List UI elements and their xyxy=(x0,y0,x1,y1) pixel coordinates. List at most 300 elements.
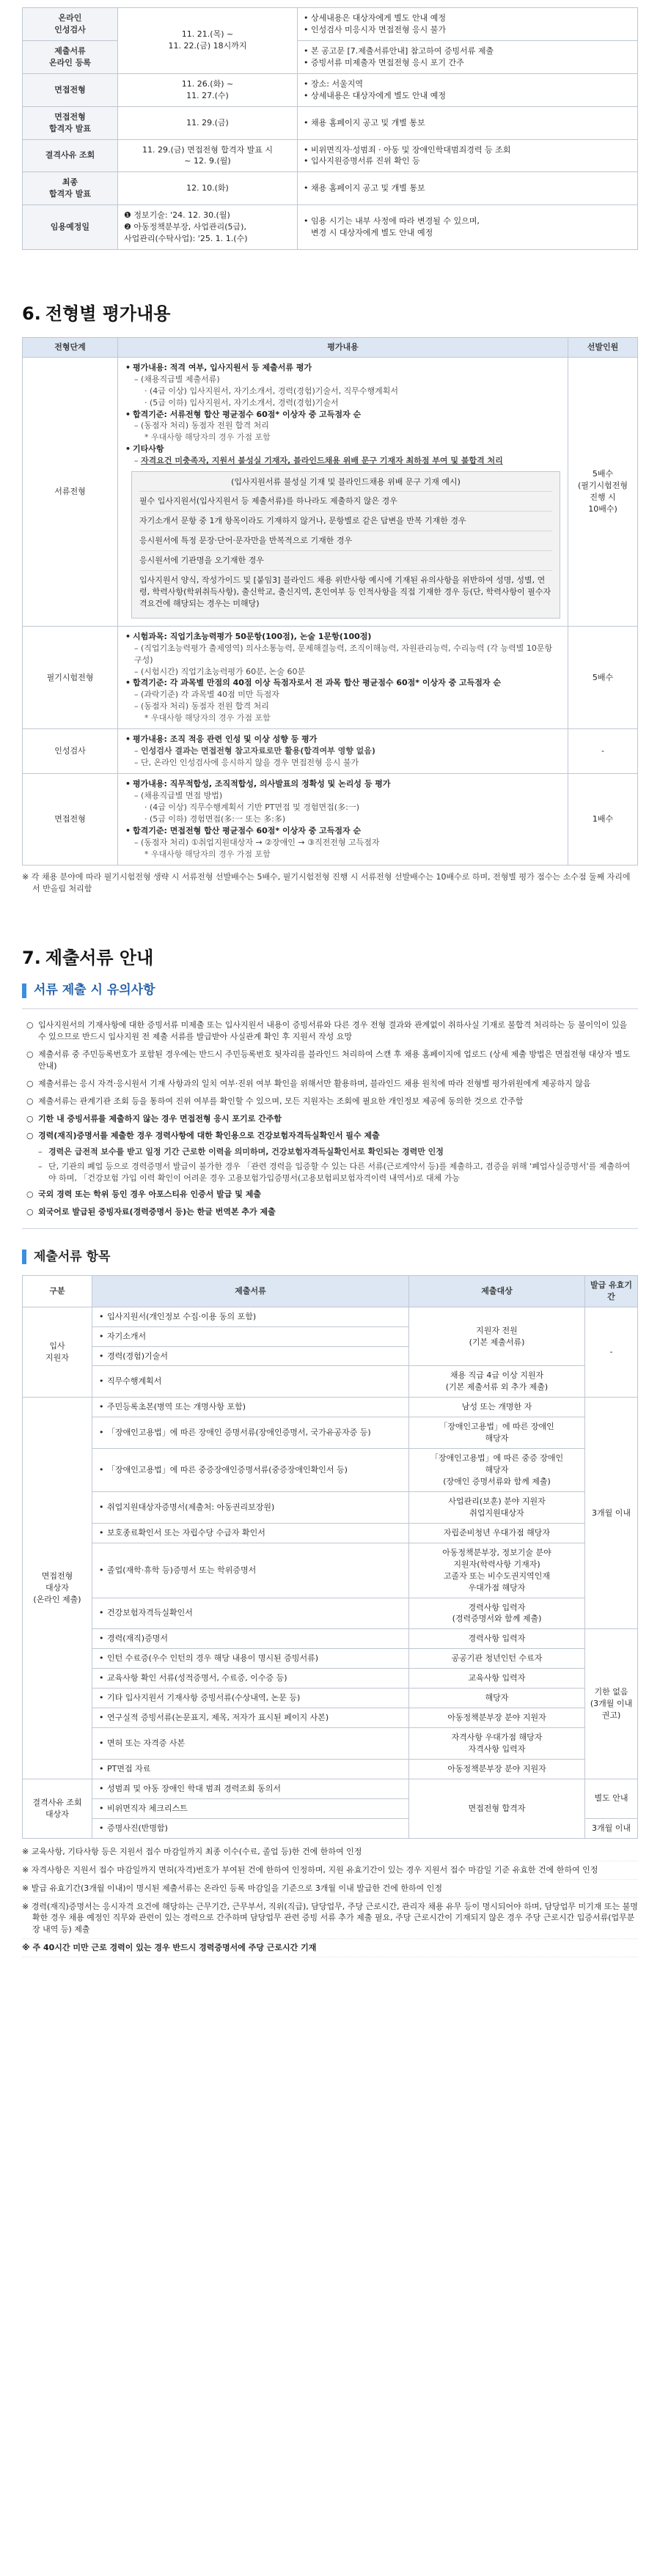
submission-note xyxy=(26,1159,634,1186)
docs-doc xyxy=(92,1708,409,1728)
accent-bar xyxy=(22,983,26,998)
schedule-note: • 비위면직자·성범죄 · 아동 및 장애인학대범죄경력 등 조회 xyxy=(304,144,631,156)
note-marker-icon: – xyxy=(38,1162,43,1172)
docs-target xyxy=(409,1708,585,1728)
example-box-line: 응시원서에 기관명을 오기재한 경우 xyxy=(139,550,552,570)
eval-line-text: (채용직급별 제출서류) xyxy=(141,374,220,384)
eval-line-text: (시험시간) 직업기초능력평가 60분, 논술 60분 xyxy=(141,666,306,676)
docs-target-line: 공공기관 청년인턴 수료자 xyxy=(451,1653,543,1664)
docs-doc xyxy=(92,1629,409,1649)
schedule-note: • 본 공고문 [7.제출서류안내] 참고하여 증빙서류 제출 xyxy=(304,45,631,57)
docs-doc-text: • 경력(경험)기술서 xyxy=(97,1351,404,1362)
eval-line-text: * 우대사항 해당자의 경우 가점 포함 xyxy=(144,432,271,443)
schedule-date xyxy=(118,205,298,250)
section-7-title xyxy=(22,945,638,971)
subsection-docs-title xyxy=(22,1248,638,1266)
eval-line xyxy=(125,409,560,421)
schedule-label xyxy=(23,8,118,41)
docs-group-name-line: 대상자 xyxy=(45,1583,69,1593)
docs-target xyxy=(409,1398,585,1417)
docs-row xyxy=(23,1543,638,1598)
submission-note xyxy=(26,1046,634,1075)
docs-target-line: 고졸자 또는 비수도권지역인재 xyxy=(443,1571,551,1581)
docs-group-name-line: 결격사유 조회 xyxy=(32,1797,82,1807)
eval-line xyxy=(125,677,560,689)
eval-line-text: 기타사항 xyxy=(133,444,164,454)
docs-valid: - xyxy=(585,1307,638,1398)
eval-line xyxy=(125,631,560,643)
docs-target xyxy=(409,1523,585,1543)
docs-target-line: (경력증명서와 함께 제출) xyxy=(452,1614,542,1624)
docs-target xyxy=(409,1543,585,1598)
evaluation-table xyxy=(22,337,638,866)
stage-resume: 서류전형 xyxy=(23,357,118,626)
eval-line-text: 합격기준: 면접전형 합산 평균점수 60점* 이상자 중 고득점자 순 xyxy=(133,825,362,835)
eval-line xyxy=(125,712,560,724)
docs-target-line: 자격사항 입력자 xyxy=(468,1744,526,1754)
schedule-note: • 증빙서류 미제출자 면접전형 응시 포기 간주 xyxy=(304,57,631,69)
eval-line xyxy=(125,734,560,745)
docs-row xyxy=(23,1649,638,1669)
docs-doc-text: • 경력(재직)증명서 xyxy=(97,1633,404,1645)
schedule-date xyxy=(118,106,298,139)
schedule-notes xyxy=(298,106,638,139)
schedule-label-line: 합격자 발표 xyxy=(49,123,91,133)
schedule-date-line: ❶ 정보기술: '24. 12. 30.(월) xyxy=(124,210,230,221)
selection-interview xyxy=(568,774,638,866)
eval-line xyxy=(125,455,560,467)
submission-note xyxy=(26,1110,634,1128)
docs-doc xyxy=(92,1491,409,1523)
schedule-date-line: ~ 12. 9.(월) xyxy=(184,156,231,166)
eval-line-marker: – xyxy=(134,666,141,676)
docs-valid xyxy=(585,1629,638,1779)
eval-line-text: (5급 이하) 경험면접(多:一 또는 多:多) xyxy=(150,813,286,824)
docs-target-line: 지원자 전원 xyxy=(476,1325,518,1335)
schedule-label xyxy=(23,172,118,205)
schedule-label-line: 최종 xyxy=(62,177,78,188)
eval-line-marker: – xyxy=(134,421,141,431)
schedule-date-line: 11. 29.(금) xyxy=(186,117,229,128)
docs-target xyxy=(409,1366,585,1398)
submission-note-text: 국외 경력 또는 학위 등인 경우 아포스티유 인증서 발급 및 제출 xyxy=(38,1189,261,1200)
docs-doc xyxy=(92,1523,409,1543)
schedule-notes xyxy=(298,172,638,205)
stage-interview: 면접전형 xyxy=(23,774,118,866)
schedule-row xyxy=(23,106,638,139)
docs-target xyxy=(409,1417,585,1449)
docs-doc-text: • 인턴 수료증(우수 인턴의 경우 해당 내용이 명시된 증빙서류) xyxy=(97,1653,404,1664)
submission-note xyxy=(26,1203,634,1221)
section-number: 6. xyxy=(22,303,41,325)
note-marker-icon: ○ xyxy=(26,1113,34,1123)
eval-line xyxy=(125,813,560,825)
selection-line: 진행 시 xyxy=(590,492,616,502)
schedule-date-line: 사업관리(수탁사업): '25. 1. 1.(수) xyxy=(124,234,248,244)
schedule-date xyxy=(118,139,298,172)
docs-target-line: 사업관리(보훈) 분야 지원자 xyxy=(448,1496,546,1506)
schedule-notes xyxy=(298,73,638,106)
docs-group-name xyxy=(23,1398,92,1779)
submission-notes xyxy=(22,1008,638,1229)
submission-note-text: 경력은 급전적 보수를 받고 일정 기간 근로한 이력을 의미하며, 건강보험자격득실확인서로 확인되는 경력만 인정 xyxy=(48,1147,444,1157)
eval-line-text: 시험과목: 직업기초능력평가 50문항(100점), 논술 1문항(100점) xyxy=(133,631,372,641)
docs-target-line: 교육사항 입력자 xyxy=(468,1673,526,1683)
schedule-label-line: 합격자 발표 xyxy=(49,189,91,199)
schedule-notes xyxy=(298,139,638,172)
eval-line xyxy=(125,643,560,666)
submission-note xyxy=(26,1016,634,1046)
eval-line-marker: – xyxy=(134,456,141,466)
eval-line xyxy=(125,689,560,701)
docs-doc xyxy=(92,1398,409,1417)
schedule-note: • 채용 홈페이지 공고 및 개별 통보 xyxy=(304,117,631,129)
header-content: 평가내용 xyxy=(118,337,568,357)
content-resume xyxy=(118,357,568,626)
docs-target-line: 면접전형 합격자 xyxy=(468,1803,526,1813)
docs-target-line: 해당자 xyxy=(485,1693,509,1703)
eval-line-marker: · xyxy=(144,813,150,824)
schedule-note: 변경 시 대상자에게 별도 안내 예정 xyxy=(311,228,433,238)
documents-note: ※ 경력(재직)증명서는 응시자격 요건에 해당하는 근무기간, 근무부서, 직위(직급), 담당업무, 주당 근로시간, 관리자 채용 유무 등이 명시되어야 하며, 담당업무 미기재 또는 불명확한 경우 채용 예정인 직무와 관련이 있는 경력으로 간주하며 담당업무 관련 증빙 서류 추가 제출 필요, 주당 근로시간이 기재되지 않은 경우 주당 근로시간 입증서류(업무분장 내역 등) 제출 xyxy=(22,1898,638,1940)
note-marker-icon: ○ xyxy=(26,1207,34,1217)
docs-target xyxy=(409,1307,585,1366)
schedule-date-line: 11. 22.(금) 18시까지 xyxy=(168,41,247,51)
submission-note-text: 제출서류는 응시 자격·응시원서 기재 사항과의 일치 여부·진위 여부 확인을 위해서만 활용하며, 블라인드 채용 원칙에 따라 전형별 평가위원에게 제공하지 않음 xyxy=(38,1078,591,1088)
docs-header-target: 제출대상 xyxy=(409,1275,585,1307)
eval-line xyxy=(125,837,560,849)
docs-target-line: 경력사항 입력자 xyxy=(468,1602,526,1612)
eval-line-text: (5급 이하) 입사지원서, 자기소개서, 경력(경험)기술서 xyxy=(150,397,339,407)
docs-doc xyxy=(92,1818,409,1838)
docs-doc-text: • 교육사항 확인 서류(성적증명서, 수료증, 이수증 등) xyxy=(97,1672,404,1684)
docs-doc-text: • 보호종료확인서 또는 자립수당 수급자 확인서 xyxy=(97,1527,404,1539)
docs-doc xyxy=(92,1326,409,1346)
documents-note: ※ 교육사항, 기타사항 등은 지원서 접수 마감일까지 최종 이수(수료, 졸업 등)한 건에 한하여 인정 xyxy=(22,1843,638,1861)
eval-row-aptitude xyxy=(23,729,638,774)
schedule-label-line: 제출서류 xyxy=(54,45,86,56)
docs-doc-text: • 주민등록초본(병역 또는 개명사항 포함) xyxy=(97,1401,404,1413)
header-stage: 전형단계 xyxy=(23,337,118,357)
docs-doc xyxy=(92,1307,409,1326)
header-selection: 선발인원 xyxy=(568,337,638,357)
docs-valid: 별도 안내 xyxy=(585,1779,638,1818)
docs-target-line: 지원자(학력사항 기재자) xyxy=(453,1559,540,1569)
stage-aptitude: 인성검사 xyxy=(23,729,118,774)
eval-line-text: 평가내용: 조직 적응 관련 인성 및 이상 성향 등 평가 xyxy=(133,734,318,745)
docs-doc-text: • 성범죄 및 아동 장애인 학대 범죄 경력조회 동의서 xyxy=(97,1783,404,1795)
docs-group-name-line: 대상자 xyxy=(45,1809,69,1819)
docs-doc-text: • 증명사진(반명함) xyxy=(97,1823,404,1834)
schedule-row xyxy=(23,172,638,205)
schedule-label-line: 결격사유 조회 xyxy=(45,150,95,160)
eval-line-marker: – xyxy=(134,790,141,800)
submission-note-text: 제출서류는 관계기관 조회 등을 통하여 진위 여부를 확인할 수 있으며, 모든 지원자는 조회에 필요한 개인정보 제공에 동의한 것으로 간주함 xyxy=(38,1096,524,1106)
note-marker-icon: ○ xyxy=(26,1019,34,1030)
docs-target-line: 아동정책분부장, 정보기술 분야 xyxy=(442,1547,551,1557)
selection-written xyxy=(568,626,638,729)
docs-doc xyxy=(92,1649,409,1669)
docs-target xyxy=(409,1759,585,1779)
schedule-label-line: 면접전형 xyxy=(54,84,86,95)
eval-line-text: (4급 이상) 입사지원서, 자기소개서, 경력(경험)기술서, 직무수행계획서 xyxy=(150,385,399,396)
docs-doc xyxy=(92,1669,409,1689)
documents-note: ※ 주 40시간 미만 근로 경력이 있는 경우 반드시 경력증명서에 주당 근로시간 기재 xyxy=(22,1939,638,1957)
docs-target xyxy=(409,1669,585,1689)
example-box xyxy=(131,471,560,619)
eval-line-marker: – xyxy=(134,643,141,653)
submission-note-text: 단, 기관의 폐업 등으로 경력증명서 발급이 불가한 경우 「관련 경력을 입증할 수 있는 다른 서류(근로계약서 등)를 제출하고, 겸증을 위해 '폐업사실증명서'를 제출하여야 하며, 「건강보험 가입 이력 확인이 어려운 경우 고용보험가입증명서(고용보험피보험자격이력 내역서)로 대체 가능 xyxy=(48,1162,631,1184)
docs-doc-text: • 비위면직자 체크리스트 xyxy=(97,1803,404,1815)
schedule-note: • 임용 시기는 내부 사정에 따라 변경될 수 있으며, xyxy=(304,215,631,227)
docs-group-name-line: 입사 xyxy=(49,1341,65,1351)
docs-row xyxy=(23,1728,638,1760)
schedule-note: • 인성검사 미응시자 면접전형 응시 불가 xyxy=(304,24,631,36)
docs-row xyxy=(23,1366,638,1398)
docs-valid: 3개월 이내 xyxy=(585,1818,638,1838)
eval-line-marker: – xyxy=(134,374,141,384)
eval-line xyxy=(125,802,560,813)
eval-line xyxy=(125,374,560,385)
docs-group-name xyxy=(23,1307,92,1398)
submission-note xyxy=(26,1075,634,1093)
section-number: 7. xyxy=(22,948,41,969)
docs-row xyxy=(23,1629,638,1649)
schedule-label-line: 온라인 xyxy=(58,13,82,23)
note-marker-icon: ○ xyxy=(26,1131,34,1141)
docs-doc xyxy=(92,1598,409,1629)
submission-note xyxy=(26,1186,634,1203)
schedule-date-line: 11. 29.(금) 면접전형 합격자 발표 시 xyxy=(142,144,273,155)
schedule-label xyxy=(23,205,118,250)
eval-line-text: * 우대사항 해당자의 경우 가점 포함 xyxy=(144,713,271,723)
section-title-text: 제출서류 안내 xyxy=(45,948,154,969)
docs-target xyxy=(409,1779,585,1838)
section-6-footnote: ※ 각 채용 분야에 따라 필기시험전형 생략 시 서류전형 선발배수는 5배수, 필기시험전형 진행 시 서류전형 선발배수는 10배수로 하며, 전형별 평가 점수는 소수점 둘째 자리에서 반올림 처리함 xyxy=(22,871,631,893)
docs-target xyxy=(409,1491,585,1523)
submission-note-text: 경력(재직)증명서를 제출한 경우 경력사항에 대한 확인용으로 건강보험자격득실확인서 필수 제출 xyxy=(38,1131,380,1141)
docs-doc-text: • 기타 입사지원서 기재사항 증빙서류(수상내역, 논문 등) xyxy=(97,1692,404,1704)
submission-note-text: 기한 내 증빙서류를 제출하지 않는 경우 면접전형 응시 포기로 간주함 xyxy=(38,1113,282,1123)
example-box-line: 응시원서에 특정 문장·단어·문자만을 반복적으로 기재한 경우 xyxy=(139,531,552,550)
docs-target-line: (기본 제출서류 외 추가 제출) xyxy=(445,1382,549,1392)
docs-target-line: 「장애인고용법」에 따른 중증 장애인 xyxy=(430,1453,564,1464)
docs-doc-text: • 면허 또는 자격증 사본 xyxy=(97,1738,404,1749)
docs-header-valid: 발급 유효기간 xyxy=(585,1275,638,1307)
accent-bar xyxy=(22,1250,26,1264)
eval-row-resume xyxy=(23,357,638,626)
submission-note-text: 입사지원서의 기재사항에 대한 증빙서류 미제출 또는 입사지원서 내용이 증빙서류와 다른 경우 전형 결과와 관계없이 취하사실 기재로 불합격 처리하는 등 불이익이 있을 수 있으므로 반드시 입사지원 전 제출 서류를 발급받아 사실관계 확인 후 지원서 작성 요망 xyxy=(38,1019,628,1041)
docs-doc-text: • 자기소개서 xyxy=(97,1331,404,1343)
docs-row xyxy=(23,1449,638,1492)
docs-row xyxy=(23,1708,638,1728)
docs-doc xyxy=(92,1346,409,1366)
docs-target-line: 채용 직급 4급 이상 지원자 xyxy=(450,1370,544,1381)
eval-line-text: 평가내용: 적격 여부, 입사지원서 등 제출서류 평가 xyxy=(133,362,312,372)
docs-doc-text: • 취업지원대상자증명서(제출처: 아동권리보장원) xyxy=(97,1502,404,1513)
eval-line-text: 인성검사 결과는 면접전형 참고자료로만 활용(합격여부 영향 없음) xyxy=(141,746,375,756)
documents-note: ※ 자격사항은 지원서 접수 마감일까지 면허(자격)번호가 부여된 건에 한하여 인정하며, 지원 유효기간이 있는 경우 지원서 접수 마감일 기준 유효한 건에 한하여 인정 xyxy=(22,1861,638,1880)
eval-line xyxy=(125,701,560,712)
docs-row xyxy=(23,1598,638,1629)
eval-line xyxy=(125,825,560,837)
documents-table xyxy=(22,1275,638,1839)
submission-note xyxy=(26,1127,634,1145)
docs-doc-text: • PT면접 자료 xyxy=(97,1763,404,1775)
selection-aptitude xyxy=(568,729,638,774)
selection-line: 5배수 xyxy=(592,468,614,479)
schedule-date xyxy=(118,8,298,74)
docs-doc-text: • 건강보험자격득실확인서 xyxy=(97,1607,404,1619)
docs-target-line: 경력사항 입력자 xyxy=(468,1634,526,1644)
eval-line xyxy=(125,420,560,432)
eval-line-text: (동점자 처리) ①취업지원대상자 → ②장애인 → ③직전전형 고득점자 xyxy=(141,837,380,847)
docs-target xyxy=(409,1649,585,1669)
docs-valid: 3개월 이내 xyxy=(585,1398,638,1629)
selection-line: (필기시험전형 xyxy=(577,480,628,490)
schedule-date-line: ❷ 아동정책분부장, 사업관리(5급), xyxy=(124,222,246,232)
section-6-title xyxy=(22,301,638,327)
docs-valid-line: (3개월 이내 xyxy=(590,1699,633,1709)
eval-line-marker: – xyxy=(134,690,141,700)
docs-group-name xyxy=(23,1779,92,1838)
eval-line-marker: – xyxy=(134,701,141,712)
schedule-label-line: 면접전형 xyxy=(54,111,86,122)
eval-line-text: 합격기준: 각 과목별 만점의 40점 이상 득점자로서 전 과목 합산 평균점수 60점* 이상자 중 고득점자 순 xyxy=(133,678,501,688)
eval-line-text: (채용직급별 면접 방법) xyxy=(141,790,223,800)
schedule-row xyxy=(23,73,638,106)
docs-doc xyxy=(92,1417,409,1449)
eval-line-marker: · xyxy=(144,385,150,396)
schedule-label-line: 온라인 등록 xyxy=(49,57,91,67)
eval-line xyxy=(125,790,560,802)
schedule-date-line: 12. 10.(화) xyxy=(186,183,229,193)
eval-line xyxy=(125,757,560,769)
note-marker-icon: ○ xyxy=(26,1049,34,1059)
eval-line xyxy=(125,397,560,409)
docs-target xyxy=(409,1728,585,1760)
example-box-line: 필수 입사지원서(입사지원서 등 제출서류)를 하나라도 제출하지 않은 경우 xyxy=(139,491,552,511)
eval-line-text: (4급 이상) 직무수행계획서 기반 PT면접 및 경험면접(多:一) xyxy=(150,802,360,812)
eval-row-written xyxy=(23,626,638,729)
eval-line xyxy=(125,778,560,790)
example-box-line: 자기소개서 문항 중 1개 항목이라도 기재하지 않거나, 문항별로 같은 답변을 반복 기재한 경우 xyxy=(139,511,552,531)
eval-line-text: 자격요건 미충족자, 지원서 불성실 기재자, 블라인드채용 위배 문구 기재자 최하점 부여 및 불합격 처리 xyxy=(141,456,503,466)
docs-target-line: 자격사항 우대가점 해당자 xyxy=(451,1732,543,1743)
schedule-label-line: 인성검사 xyxy=(54,24,86,34)
docs-group-name-line: (온라인 제출) xyxy=(33,1595,81,1605)
schedule-date-line: 11. 21.(목) ~ xyxy=(181,29,234,40)
docs-target xyxy=(409,1689,585,1708)
eval-line xyxy=(125,443,560,455)
schedule-date xyxy=(118,73,298,106)
eval-line xyxy=(125,745,560,757)
schedule-note: • 입사지원증명서류 진위 확인 등 xyxy=(304,155,631,167)
documents-note: ※ 발급 유효기간(3개월 이내)이 명시된 제출서류는 온라인 등록 마감일을 기준으로 3개월 이내 발급한 건에 한하여 인정 xyxy=(22,1880,638,1898)
docs-target xyxy=(409,1598,585,1629)
docs-doc-text: • 졸업(재학·휴학 등)증명서 또는 학위증명서 xyxy=(97,1565,404,1576)
docs-target-line: 아동정책분부장 분야 지원자 xyxy=(447,1713,546,1723)
eval-line-marker: – xyxy=(134,758,141,768)
schedule-table xyxy=(22,7,638,250)
docs-target-line: 「장애인고용법」에 따른 장애인 xyxy=(439,1422,554,1432)
schedule-note: • 상세내용은 대상자에게 별도 안내 예정 xyxy=(304,90,631,102)
schedule-label xyxy=(23,73,118,106)
eval-line-text: (직업기초능력평가 출제영역) 의사소통능력, 문제해결능력, 조직이해능력, 자원관리능력, 수리능력 (각 능력별 10문항 구성) xyxy=(134,643,553,665)
schedule-label xyxy=(23,40,118,73)
docs-doc xyxy=(92,1449,409,1492)
eval-line-marker: – xyxy=(134,837,141,847)
schedule-row xyxy=(23,205,638,250)
eval-line xyxy=(125,849,560,860)
example-box-title: (입사지원서류 불성실 기재 및 블라인드채용 위배 문구 기재 예시) xyxy=(231,477,461,487)
content-written xyxy=(118,626,568,729)
content-aptitude xyxy=(118,729,568,774)
note-marker-icon: ○ xyxy=(26,1189,34,1200)
subsection-title-text: 서류 제출 시 유의사항 xyxy=(34,983,155,998)
docs-target-line: 아동정책분부장 분야 지원자 xyxy=(447,1763,546,1774)
content-interview xyxy=(118,774,568,866)
docs-valid-line: 기한 없음 xyxy=(594,1687,628,1697)
docs-target-line: 취업지원대상자 xyxy=(469,1507,524,1518)
docs-doc xyxy=(92,1759,409,1779)
schedule-note: • 장소: 서울지역 xyxy=(304,78,631,90)
schedule-date-line: 11. 26.(화) ~ xyxy=(181,78,234,89)
eval-line-text: 단, 온라인 인성검사에 응시하지 않을 경우 면접전형 응시 불가 xyxy=(141,758,359,768)
docs-doc xyxy=(92,1689,409,1708)
schedule-row xyxy=(23,8,638,41)
schedule-notes xyxy=(298,40,638,73)
eval-line-text: (동점자 처리) 동점자 전원 합격 처리 xyxy=(141,421,269,431)
docs-target-line: (기본 제출서류) xyxy=(469,1337,525,1347)
note-marker-icon: ○ xyxy=(26,1078,34,1088)
docs-header-group: 구분 xyxy=(23,1275,92,1307)
schedule-note: • 채용 홈페이지 공고 및 개별 통보 xyxy=(304,182,631,194)
selection-line: 10배수) xyxy=(588,503,617,514)
selection-line: 5배수 xyxy=(592,672,614,682)
subsection-notes-title xyxy=(22,981,638,1000)
docs-target-line: (장애인 증명서류와 함께 제출) xyxy=(443,1477,551,1486)
eval-line-text: 평가내용: 직무적합성, 조직적합성, 의사발표의 정확성 및 논리성 등 평가 xyxy=(133,779,391,789)
docs-row xyxy=(23,1779,638,1798)
docs-target-line: 해당자 xyxy=(485,1465,509,1475)
docs-group-name-line: 지원자 xyxy=(45,1352,69,1362)
subsection-title-text: 제출서류 항목 xyxy=(34,1250,111,1265)
eval-line xyxy=(125,362,560,374)
docs-target-line: 해당자 xyxy=(485,1433,509,1444)
eval-line-marker: · xyxy=(144,802,150,812)
docs-doc xyxy=(92,1728,409,1760)
stage-written: 필기시험전형 xyxy=(23,626,118,729)
docs-row xyxy=(23,1759,638,1779)
selection-line: - xyxy=(601,746,604,756)
eval-line-text: 합격기준: 서류전형 합산 평균점수 60점* 이상자 중 고득점자 순 xyxy=(133,409,362,419)
schedule-label-line: 임용예정일 xyxy=(50,222,90,232)
docs-target xyxy=(409,1449,585,1492)
docs-valid-line: 권고) xyxy=(601,1710,621,1721)
eval-line-marker: · xyxy=(144,397,150,407)
documents-notes xyxy=(22,1843,638,1958)
schedule-date-line: 11. 27.(수) xyxy=(186,90,229,100)
eval-line xyxy=(125,385,560,397)
schedule-label xyxy=(23,106,118,139)
eval-line xyxy=(125,666,560,678)
docs-doc-text: • 직무수행계획서 xyxy=(97,1376,404,1387)
note-marker-icon: – xyxy=(38,1147,43,1157)
docs-target-line: 남성 또는 개명한 자 xyxy=(461,1402,532,1412)
docs-doc xyxy=(92,1366,409,1398)
submission-note-text: 제출서류 중 주민등록번호가 포함된 경우에는 반드시 주민등록번호 뒷자리를 블라인드 처리하여 스캔 후 채용 홈페이지에 업로드 (상세 제출 방법은 면접전형 대상자 별도 안내) xyxy=(38,1049,631,1071)
